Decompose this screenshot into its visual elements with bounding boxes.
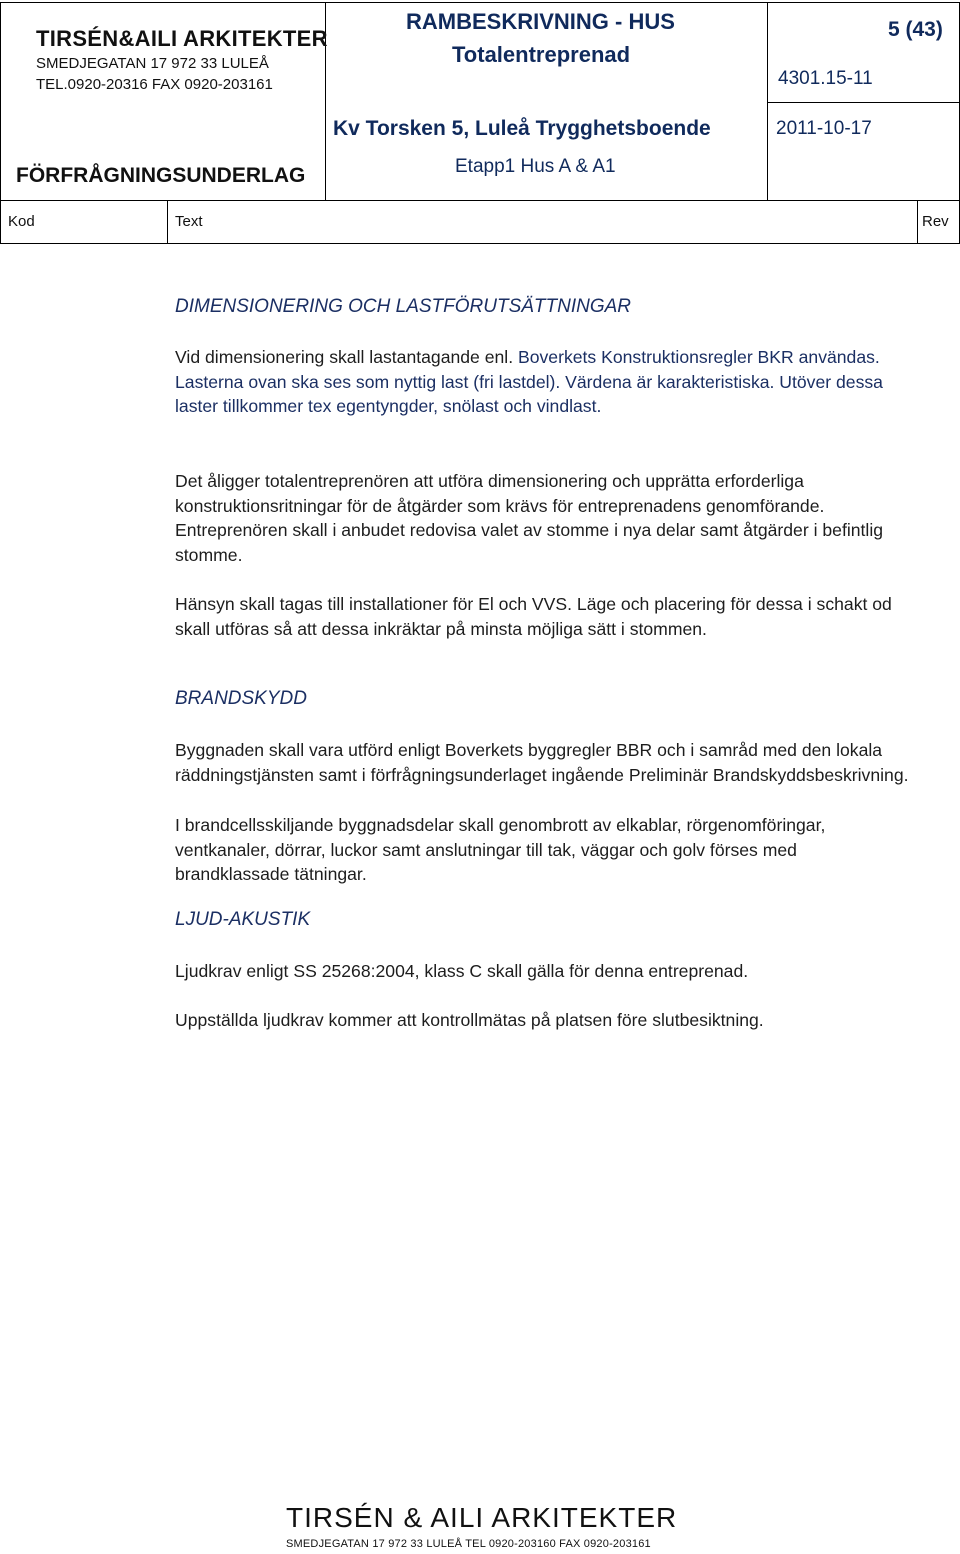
document-header [0, 0, 960, 244]
column-header-text: Text [175, 213, 203, 230]
footer-logo: TIRSÉN & AILI ARKITEKTER [286, 1502, 678, 1533]
page-number: 5 (43) [888, 18, 943, 41]
firm-name: TIRSÉN&AILI ARKITEKTER [36, 26, 328, 51]
document-title: RAMBESKRIVNING - HUS [406, 9, 675, 34]
paragraph-dimensioning-loads [175, 345, 915, 419]
document-type: FÖRFRÅGNINGSUNDERLAG [16, 164, 306, 187]
firm-phone-fax: TEL.0920-20316 FAX 0920-203161 [36, 76, 273, 93]
paragraph-fire-regulations: Byggnaden skall vara utförd enligt Boverkets byggregler BBR och i samråd med den lokala räddningstjänsten samt i förfrågningsunderlaget ingående Preliminär Brandskyddsbeskrivning. [175, 740, 909, 785]
document-date: 2011-10-17 [776, 118, 872, 139]
section-heading-fire: BRANDSKYDD [175, 688, 307, 709]
section-heading-acoustics: LJUD-AKUSTIK [175, 909, 311, 930]
paragraph-dimensioning-loads-part1: Vid dimensionering skall lastantagande enl. [175, 347, 518, 367]
paragraph-contractor-responsibility: Det åligger totalentreprenören att utföra dimensionering och upprätta erforderliga konstruktionsritningar för de åtgärder som krävs för entreprenadens genomförande. Entreprenören skall i anbudet redovisa valet av stomme i nya delar samt åtgärder i befintlig stomme. [175, 471, 884, 565]
paragraph-fire-penetrations: I brandcellsskiljande byggnadsdelar skall genombrott av elkablar, rörgenomföringar, ventkanaler, dörrar, luckor samt anslutningar till tak, väggar och golv förses med brandklassade tätningar. [175, 815, 826, 884]
document-subtitle: Totalentreprenad [452, 42, 631, 67]
column-header-rev: Rev [922, 213, 949, 230]
firm-address: SMEDJEGATAN 17 972 33 LULEÅ [36, 55, 269, 72]
section-heading-dimensioning: DIMENSIONERING OCH LASTFÖRUTSÄTTNINGAR [175, 296, 632, 317]
paragraph-dimensioning-loads-part2: Boverkets Konstruktionsregler BKR användas. Lasterna ovan ska ses som nyttig last (fri lastdel). Värdena är karakteristiska. Utöver dessa laster tillkommer tex egentyngder, snölast och vindlast. [175, 347, 883, 416]
document-number: 4301.15-11 [778, 68, 873, 89]
paragraph-acoustic-requirements: Ljudkrav enligt SS 25268:2004, klass C skall gälla för denna entreprenad. [175, 961, 749, 981]
project-stage: Etapp1 Hus A & A1 [455, 156, 616, 177]
column-header-kod: Kod [8, 213, 35, 230]
paragraph-acoustic-verification: Uppställda ljudkrav kommer att kontrollmätas på platsen före slutbesiktning. [175, 1010, 764, 1030]
footer-address: SMEDJEGATAN 17 972 33 LULEÅ TEL 0920-203160 FAX 0920-203161 [286, 1538, 651, 1550]
project-name: Kv Torsken 5, Luleå Trygghetsboende [333, 117, 711, 140]
paragraph-installations: Hänsyn skall tagas till installationer för El och VVS. Läge och placering för dessa i schakt od skall utföras så att dessa inkräktar på minsta möjliga sätt i stommen. [175, 594, 892, 639]
